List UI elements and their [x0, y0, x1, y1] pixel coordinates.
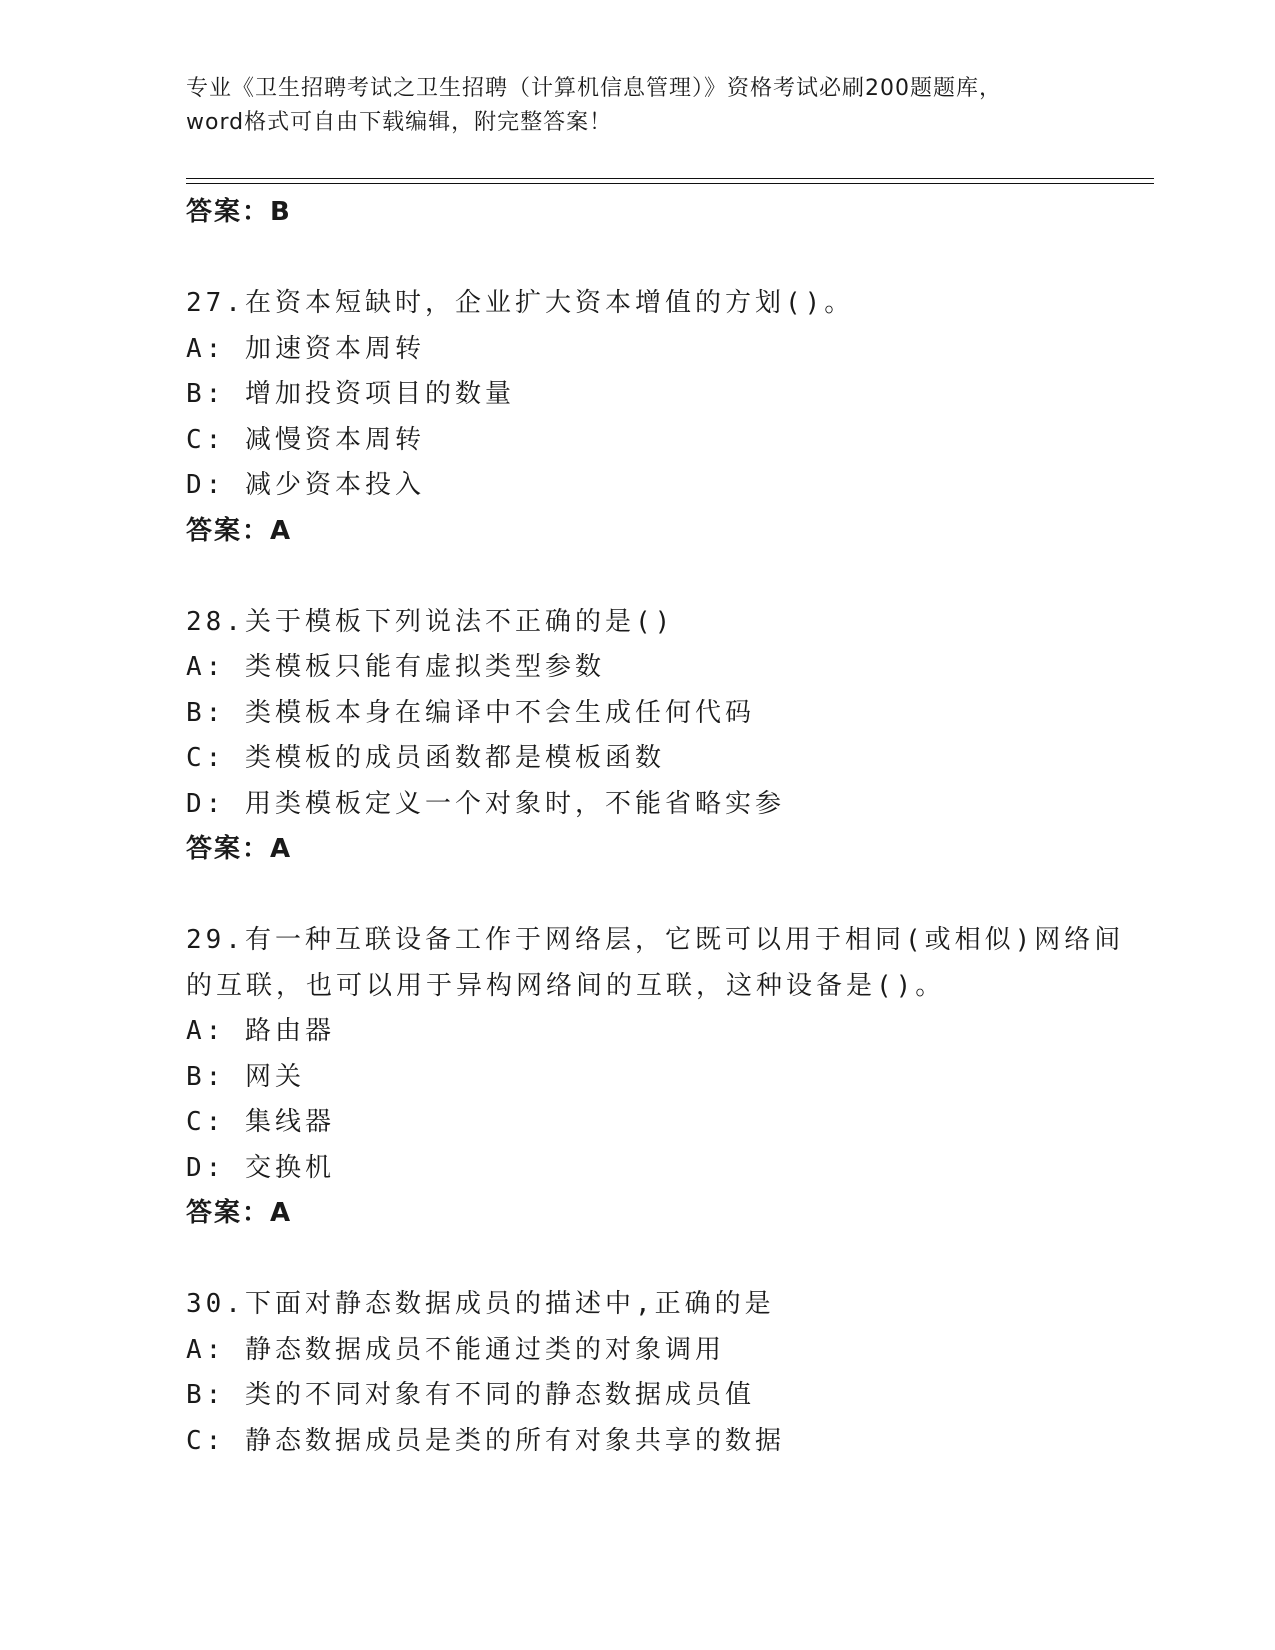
question-content [186, 190, 1125, 1464]
header-line-2: word格式可自由下载编辑，附完整答案！ [186, 110, 613, 135]
option-b: B: 增加投资项目的数量 [186, 379, 515, 409]
question-stem: 30.下面对静态数据成员的描述中,正确的是 [186, 1289, 775, 1319]
option-b: B: 类模板本身在编译中不会生成任何代码 [186, 697, 755, 728]
option-c: C: 类模板的成员函数都是模板函数 [186, 743, 665, 773]
answer: 答案：A [186, 515, 293, 546]
answer: 答案：A [186, 1198, 293, 1228]
question-28 [186, 600, 1086, 873]
document-header [186, 72, 1086, 140]
question-stem: 28.关于模板下列说法不正确的是() [186, 606, 675, 637]
question-stem: 29.有一种互联设备工作于网络层，它既可以用于相同(或相似)网络间 [186, 925, 1125, 955]
option-d: D: 交换机 [186, 1152, 335, 1183]
spacer [186, 873, 1086, 919]
spacer [186, 236, 1086, 282]
option-d: D: 减少资本投入 [186, 470, 425, 500]
option-b: B: 类的不同对象有不同的静态数据成员值 [186, 1380, 755, 1410]
spacer [186, 554, 1086, 600]
question-27 [186, 281, 1086, 554]
option-c: C: 静态数据成员是类的所有对象共享的数据 [186, 1425, 785, 1456]
header-rule-bottom [186, 183, 1154, 184]
option-a: A: 静态数据成员不能通过类的对象调用 [186, 1334, 725, 1365]
previous-answer: 答案：B [186, 197, 292, 227]
header-rule-top [186, 178, 1154, 179]
option-a: A: 路由器 [186, 1016, 335, 1046]
question-stem-continued: 的互联，也可以用于异构网络间的互联，这种设备是()。 [186, 970, 946, 1001]
option-a: A: 类模板只能有虚拟类型参数 [186, 652, 605, 682]
spacer [186, 1237, 1086, 1283]
option-d: D: 用类模板定义一个对象时，不能省略实参 [186, 788, 785, 819]
question-stem: 27.在资本短缺时，企业扩大资本增值的方划()。 [186, 288, 855, 318]
option-c: C: 集线器 [186, 1107, 335, 1137]
option-a: A: 加速资本周转 [186, 333, 425, 364]
answer: 答案：A [186, 834, 293, 864]
option-b: B: 网关 [186, 1061, 305, 1092]
header-line-1: 专业《卫生招聘考试之卫生招聘（计算机信息管理）》资格考试必刷200题题库， [186, 76, 1002, 101]
question-30 [186, 1282, 1086, 1464]
question-29 [186, 918, 1125, 1237]
option-c: C: 减慢资本周转 [186, 424, 425, 455]
